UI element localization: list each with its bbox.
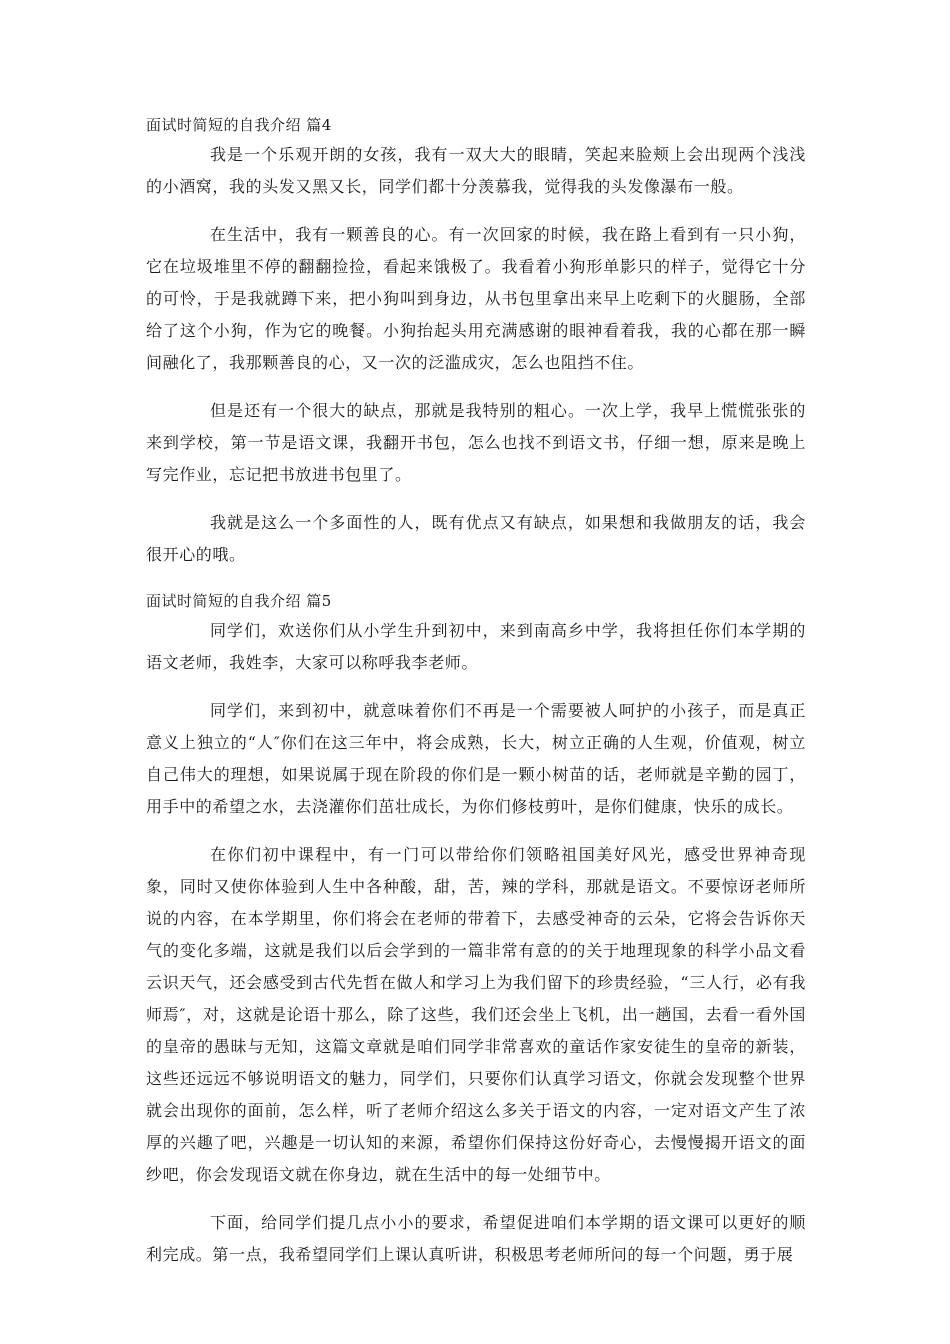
section-title: 面试时简短的自我介绍 篇4 bbox=[146, 116, 332, 134]
paragraph: 但是还有一个很大的缺点，那就是我特别的粗心。一次上学，我早上慌慌张张的来到学校，第一节是语文课，我翻开书包，怎么也找不到语文书，仔细一想，原来是晚上写完作业，忘记把书放进书包里了。 bbox=[146, 401, 806, 484]
paragraph: 同学们，欢送你们从小学生升到初中，来到南高乡中学，我将担任你们本学期的语文老师，我姓李，大家可以称呼我李老师。 bbox=[146, 621, 806, 672]
paragraph: 在你们初中课程中，有一门可以带给你们领略祖国美好风光，感受世界神奇现象，同时又使你体验到人生中各种酸，甜，苦，辣的学科，那就是语文。不要惊讶老师所说的内容，在本学期里，你们将会在老师的带着下，去感受神奇的云朵，它将会告诉你天气的变化多端，这就是我们以后会学到的一篇非常有意的的关于地理现象的科学小品文看云识天气，还会感受到古代先哲在做人和学习上为我们留下的珍贵经验，“三人行，必有我师焉″，对，这就是论语十那么，除了这些，我们还会坐上飞机，出一趟国，去看一看外国的皇帝的愚昧与无知，这篇文章就是咱们同学非常喜欢的童话作家安徒生的皇帝的新装，这些还远远不够说明语文的魅力，同学们，只要你们认真学习语文，你就会发现整个世界就会出现你的面前，怎么样，听了老师介绍这么多关于语文的内容，一定对语文产生了浓厚的兴趣了吧，兴趣是一切认知的来源，希望你们保持这份好奇心，去慢慢揭开语文的面纱吧，你会发现语文就在你身边，就在生活中的每一处细节中。 bbox=[146, 845, 806, 1184]
paragraph: 在生活中，我有一颗善良的心。有一次回家的时候，我在路上看到有一只小狗，它在垃圾堆里不停的翻翻捡捡，看起来饿极了。我看着小狗形单影只的样子，觉得它十分的可怜，于是我就蹲下来，把小狗叫到身边，从书包里拿出来早上吃剩下的火腿肠，全部给了这个小狗，作为它的晚餐。小狗抬起头用充满感谢的眼神看着我，我的心都在那一瞬间融化了，我那颗善良的心，又一次的泛滥成灾，怎么也阻挡不住。 bbox=[146, 225, 806, 372]
paragraph: 我就是这么一个多面性的人，既有优点又有缺点，如果想和我做朋友的话，我会很开心的哦。 bbox=[146, 513, 806, 564]
document-page bbox=[146, 111, 806, 1287]
paragraph: 下面，给同学们提几点小小的要求，希望促进咱们本学期的语文课可以更好的顺利完成。第一点，我希望同学们上课认真听讲，积极思考老师所问的每一个问题，勇于展 bbox=[146, 1213, 806, 1264]
section-title: 面试时简短的自我介绍 篇5 bbox=[146, 592, 332, 610]
section-5 bbox=[146, 587, 806, 1271]
paragraph: 我是一个乐观开朗的女孩，我有一双大大的眼睛，笑起来脸颊上会出现两个浅浅的小酒窝，我的头发又黑又长，同学们都十分羡慕我，觉得我的头发像瀑布一般。 bbox=[146, 145, 806, 196]
paragraph: 同学们，来到初中，就意味着你们不再是一个需要被人呵护的小孩子，而是真正意义上独立的“人″你们在这三年中，将会成熟，长大，树立正确的人生观，价值观，树立自己伟大的理想，如果说属于现在阶段的你们是一颗小树苗的话，老师就是辛勤的园丁，用手中的希望之水，去浇灌你们茁壮成长，为你们修枝剪叶，是你们健康，快乐的成长。 bbox=[146, 701, 806, 816]
section-4 bbox=[146, 111, 806, 571]
